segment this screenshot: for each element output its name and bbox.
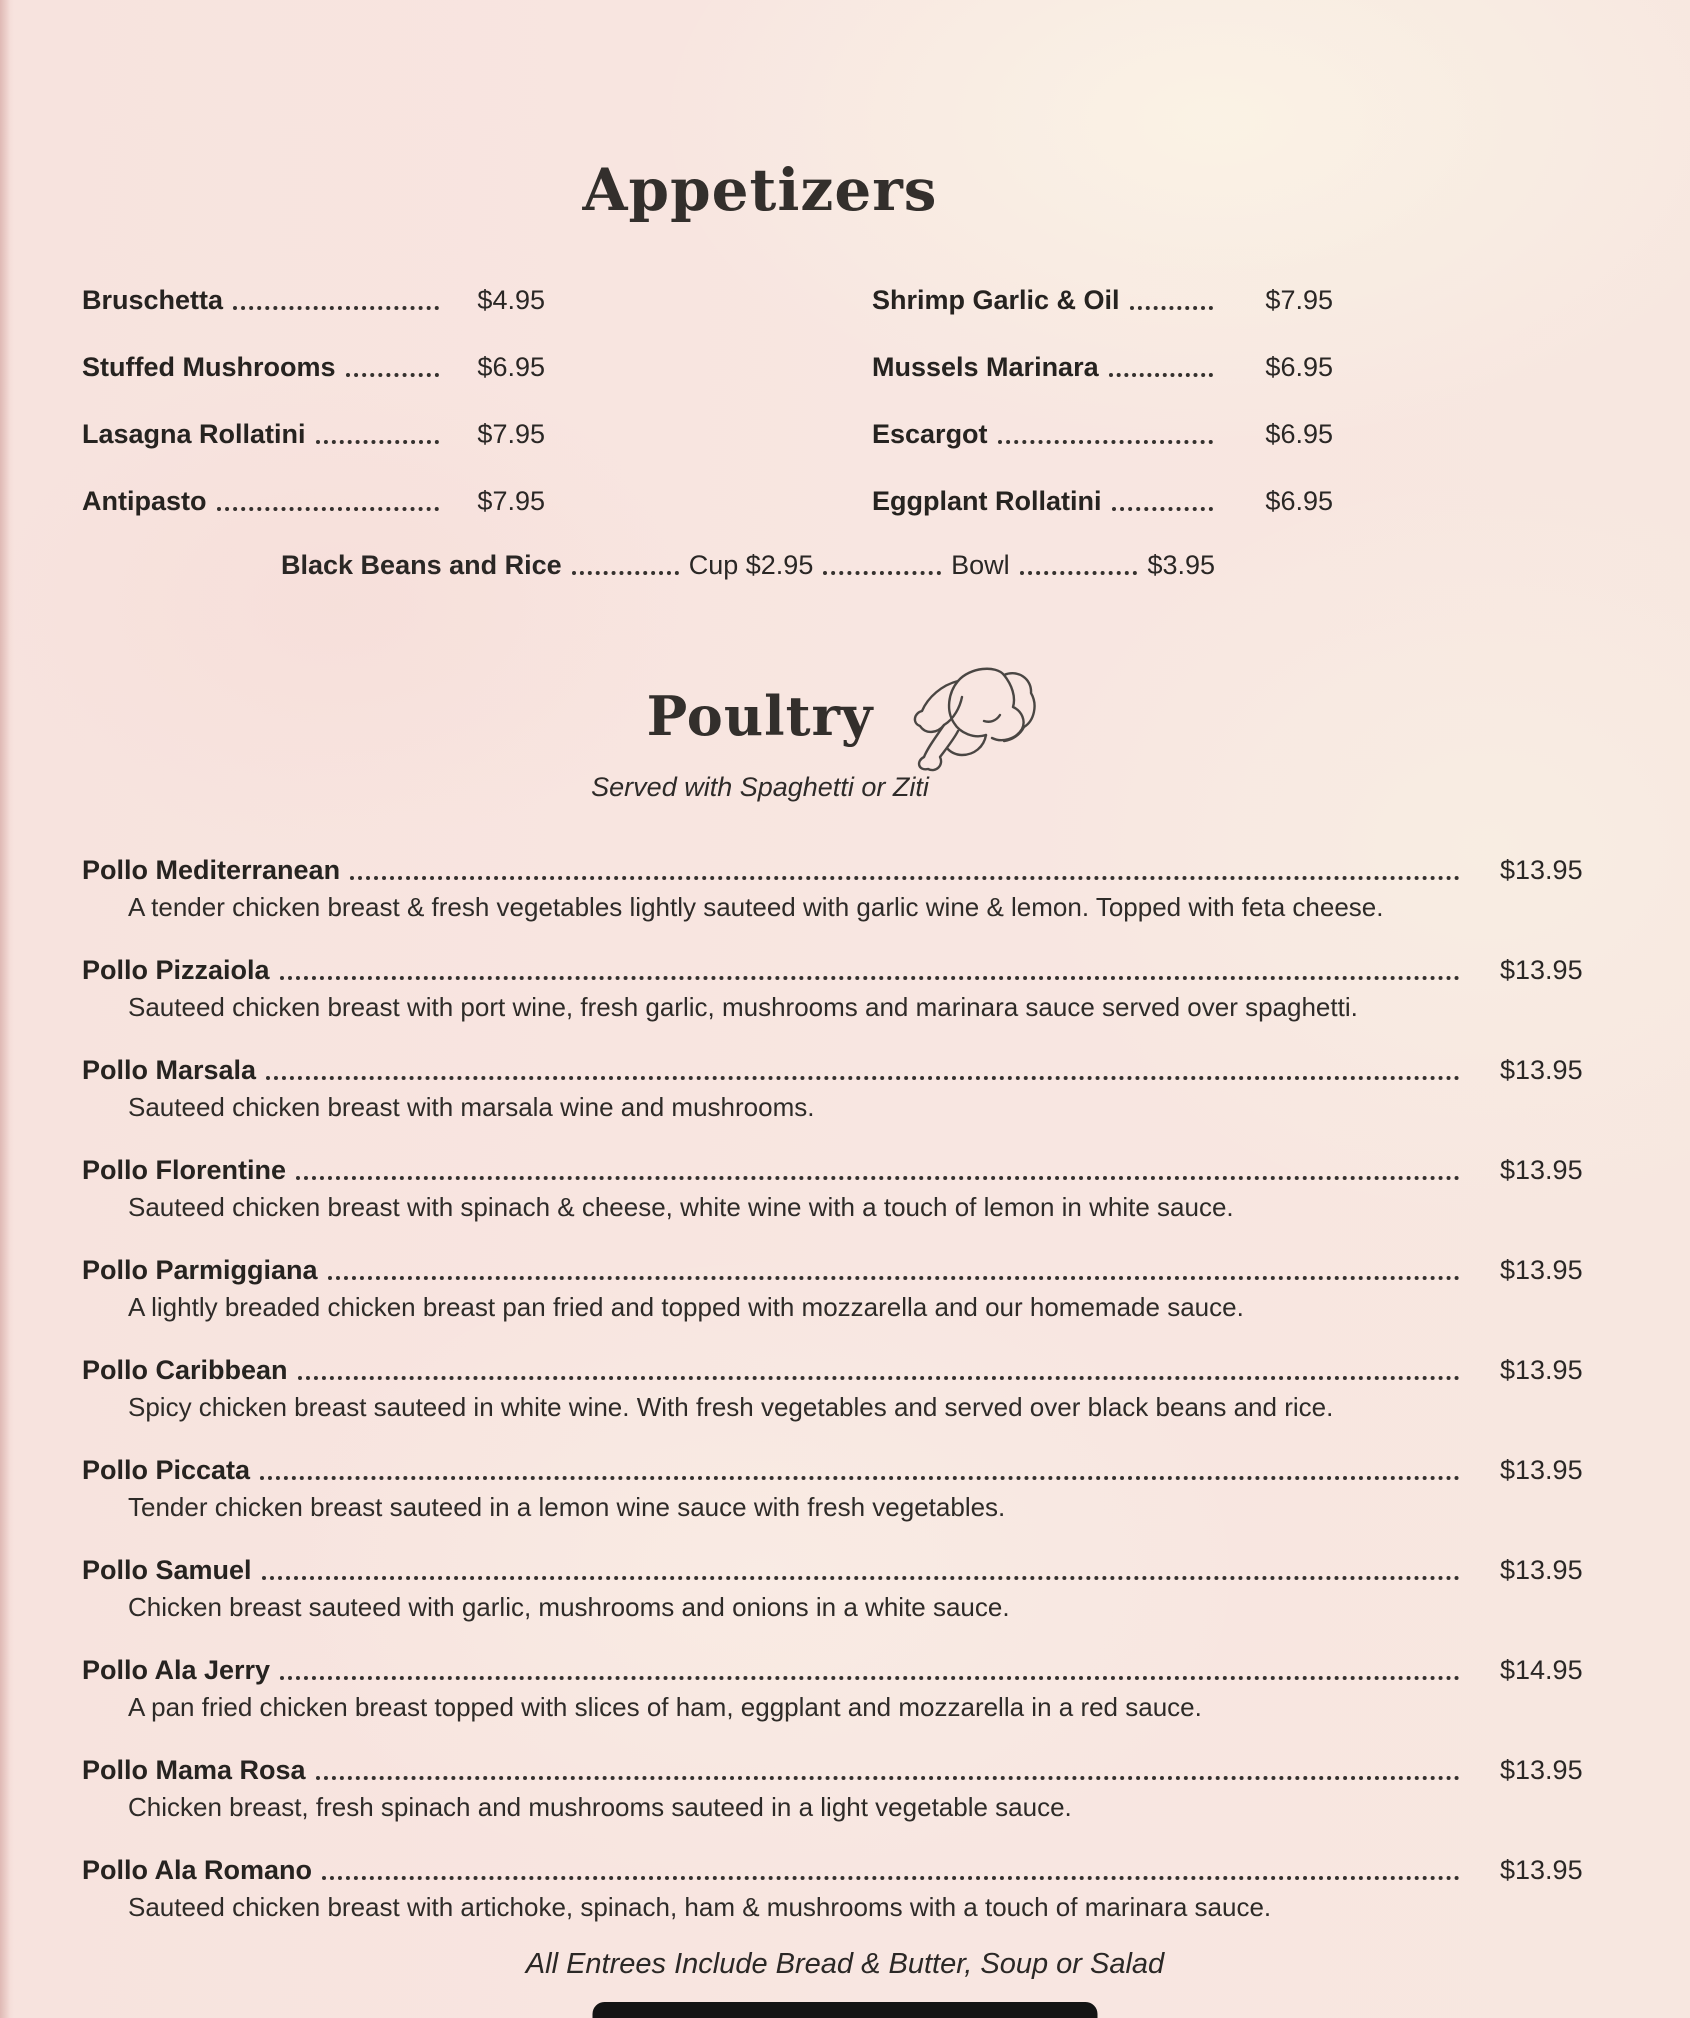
item-name: Pollo Ala Romano	[82, 1855, 313, 1885]
appetizer-item	[82, 283, 545, 317]
appetizer-price: $6.95	[477, 352, 545, 382]
item-description: Spicy chicken breast sauteed in white wine. With fresh vegetables and served over black beans and rice.	[128, 1392, 1334, 1422]
item-price: $13.95	[1500, 1755, 1583, 1785]
appetizer-price: $7.95	[477, 419, 545, 449]
item-price: $13.95	[1500, 1455, 1583, 1485]
item-name: Pollo Florentine	[82, 1155, 287, 1185]
appetizer-item	[872, 417, 1333, 451]
appetizer-name: Lasagna Rollatini	[82, 419, 306, 449]
appetizer-price: $4.95	[477, 285, 545, 315]
item-name: Pollo Caribbean	[82, 1355, 288, 1385]
bottom-banner-edge	[593, 2002, 1098, 2018]
dotted-leader	[280, 976, 1460, 980]
appetizer-item	[872, 484, 1333, 518]
dotted-leader	[572, 571, 679, 575]
menu-item	[82, 1053, 1590, 1153]
appetizer-name: Mussels Marinara	[872, 352, 1099, 382]
paper-left-edge	[0, 0, 10, 2018]
item-description: Sauteed chicken breast with marsala wine and mushrooms.	[128, 1092, 815, 1122]
item-name: Pollo Piccata	[82, 1455, 251, 1485]
roast-chicken-illustration	[900, 662, 1040, 784]
dotted-leader	[1130, 306, 1214, 310]
dotted-leader	[328, 1276, 1460, 1280]
item-price: $13.95	[1500, 1855, 1583, 1885]
menu-item	[82, 1853, 1590, 1953]
item-name: Pollo Parmiggiana	[82, 1255, 318, 1285]
special-item-name: Black Beans and Rice	[281, 550, 562, 580]
item-description: Chicken breast sauteed with garlic, mushrooms and onions in a white sauce.	[128, 1592, 1010, 1622]
item-name: Pollo Ala Jerry	[82, 1655, 271, 1685]
appetizer-name: Bruschetta	[82, 285, 224, 315]
menu-item	[82, 953, 1590, 1053]
item-price: $13.95	[1500, 955, 1583, 985]
dotted-leader	[262, 1576, 1460, 1580]
appetizer-item	[82, 417, 545, 451]
item-name: Pollo Samuel	[82, 1555, 252, 1585]
dotted-leader	[296, 1176, 1460, 1180]
dotted-leader	[1109, 373, 1214, 377]
poultry-list	[82, 853, 1590, 1953]
appetizer-item	[82, 350, 545, 384]
dotted-leader	[217, 507, 440, 511]
dotted-leader	[823, 571, 941, 575]
appetizer-price: $6.95	[1265, 352, 1333, 382]
dotted-leader	[316, 440, 440, 444]
entrees-note: All Entrees Include Bread & Butter, Soup or Salad	[525, 1948, 1165, 1980]
item-price: $13.95	[1500, 1355, 1583, 1385]
appetizer-name: Eggplant Rollatini	[872, 486, 1102, 516]
cup-price: $2.95	[745, 550, 814, 580]
appetizer-name: Escargot	[872, 419, 988, 449]
appetizer-name: Shrimp Garlic & Oil	[872, 285, 1120, 315]
menu-item	[82, 1553, 1590, 1653]
menu-item	[82, 1353, 1590, 1453]
item-price: $13.95	[1500, 855, 1583, 885]
appetizers-grid	[82, 283, 1333, 518]
dotted-leader	[233, 306, 439, 310]
dotted-leader	[260, 1476, 1460, 1480]
item-price: $13.95	[1500, 1255, 1583, 1285]
item-description: Sauteed chicken breast with port wine, fresh garlic, mushrooms and marinara sauce served over spaghetti.	[128, 992, 1358, 1022]
appetizer-price: $7.95	[1265, 285, 1333, 315]
menu-item	[82, 1653, 1590, 1753]
item-name: Pollo Mediterranean	[82, 855, 341, 885]
appetizer-item	[82, 484, 545, 518]
dotted-leader	[998, 440, 1214, 444]
item-description: Sauteed chicken breast with spinach & cheese, white wine with a touch of lemon in white sauce.	[128, 1192, 1234, 1222]
poultry-subtitle: Served with Spaghetti or Ziti	[591, 772, 929, 802]
dotted-leader	[298, 1376, 1460, 1380]
menu-item	[82, 1153, 1590, 1253]
dotted-leader	[346, 373, 440, 377]
menu-item	[82, 1753, 1590, 1853]
dotted-leader	[1020, 571, 1138, 575]
item-description: A pan fried chicken breast topped with slices of ham, eggplant and mozzarella in a red sauce.	[128, 1692, 1202, 1722]
appetizer-price: $6.95	[1265, 419, 1333, 449]
item-description: Tender chicken breast sauteed in a lemon wine sauce with fresh vegetables.	[128, 1492, 1006, 1522]
dotted-leader	[316, 1776, 1460, 1780]
item-price: $14.95	[1500, 1655, 1583, 1685]
menu-item	[82, 1253, 1590, 1353]
item-name: Pollo Mama Rosa	[82, 1755, 306, 1785]
bowl-label: Bowl	[951, 550, 1010, 580]
menu-item	[82, 1453, 1590, 1553]
item-description: A tender chicken breast & fresh vegetables lightly sauteed with garlic wine & lemon. Topped with feta cheese.	[128, 892, 1384, 922]
dotted-leader	[280, 1676, 1460, 1680]
dotted-leader	[350, 876, 1460, 880]
black-beans-line	[281, 548, 1215, 582]
appetizer-price: $6.95	[1265, 486, 1333, 516]
dotted-leader	[322, 1876, 1460, 1880]
cup-label: Cup $2.95	[688, 550, 814, 580]
poultry-title: Poultry	[646, 684, 874, 748]
item-price: $13.95	[1500, 1155, 1583, 1185]
bowl-price: $3.95	[1147, 550, 1216, 580]
item-description: A lightly breaded chicken breast pan fried and topped with mozzarella and our homemade sauce.	[128, 1292, 1244, 1322]
dotted-leader	[266, 1076, 1460, 1080]
item-price: $13.95	[1500, 1555, 1583, 1585]
item-name: Pollo Pizzaiola	[82, 955, 270, 985]
menu-item	[82, 853, 1590, 953]
dotted-leader	[1112, 507, 1214, 511]
appetizer-name: Antipasto	[82, 486, 207, 516]
item-description: Sauteed chicken breast with artichoke, spinach, ham & mushrooms with a touch of marinara sauce.	[128, 1892, 1272, 1922]
item-description: Chicken breast, fresh spinach and mushrooms sauteed in a light vegetable sauce.	[128, 1792, 1072, 1822]
appetizer-item	[872, 350, 1333, 384]
appetizer-item	[872, 283, 1333, 317]
appetizer-price: $7.95	[477, 486, 545, 516]
appetizer-name: Stuffed Mushrooms	[82, 352, 336, 382]
appetizers-title: Appetizers	[582, 156, 938, 224]
item-name: Pollo Marsala	[82, 1055, 257, 1085]
item-price: $13.95	[1500, 1055, 1583, 1085]
